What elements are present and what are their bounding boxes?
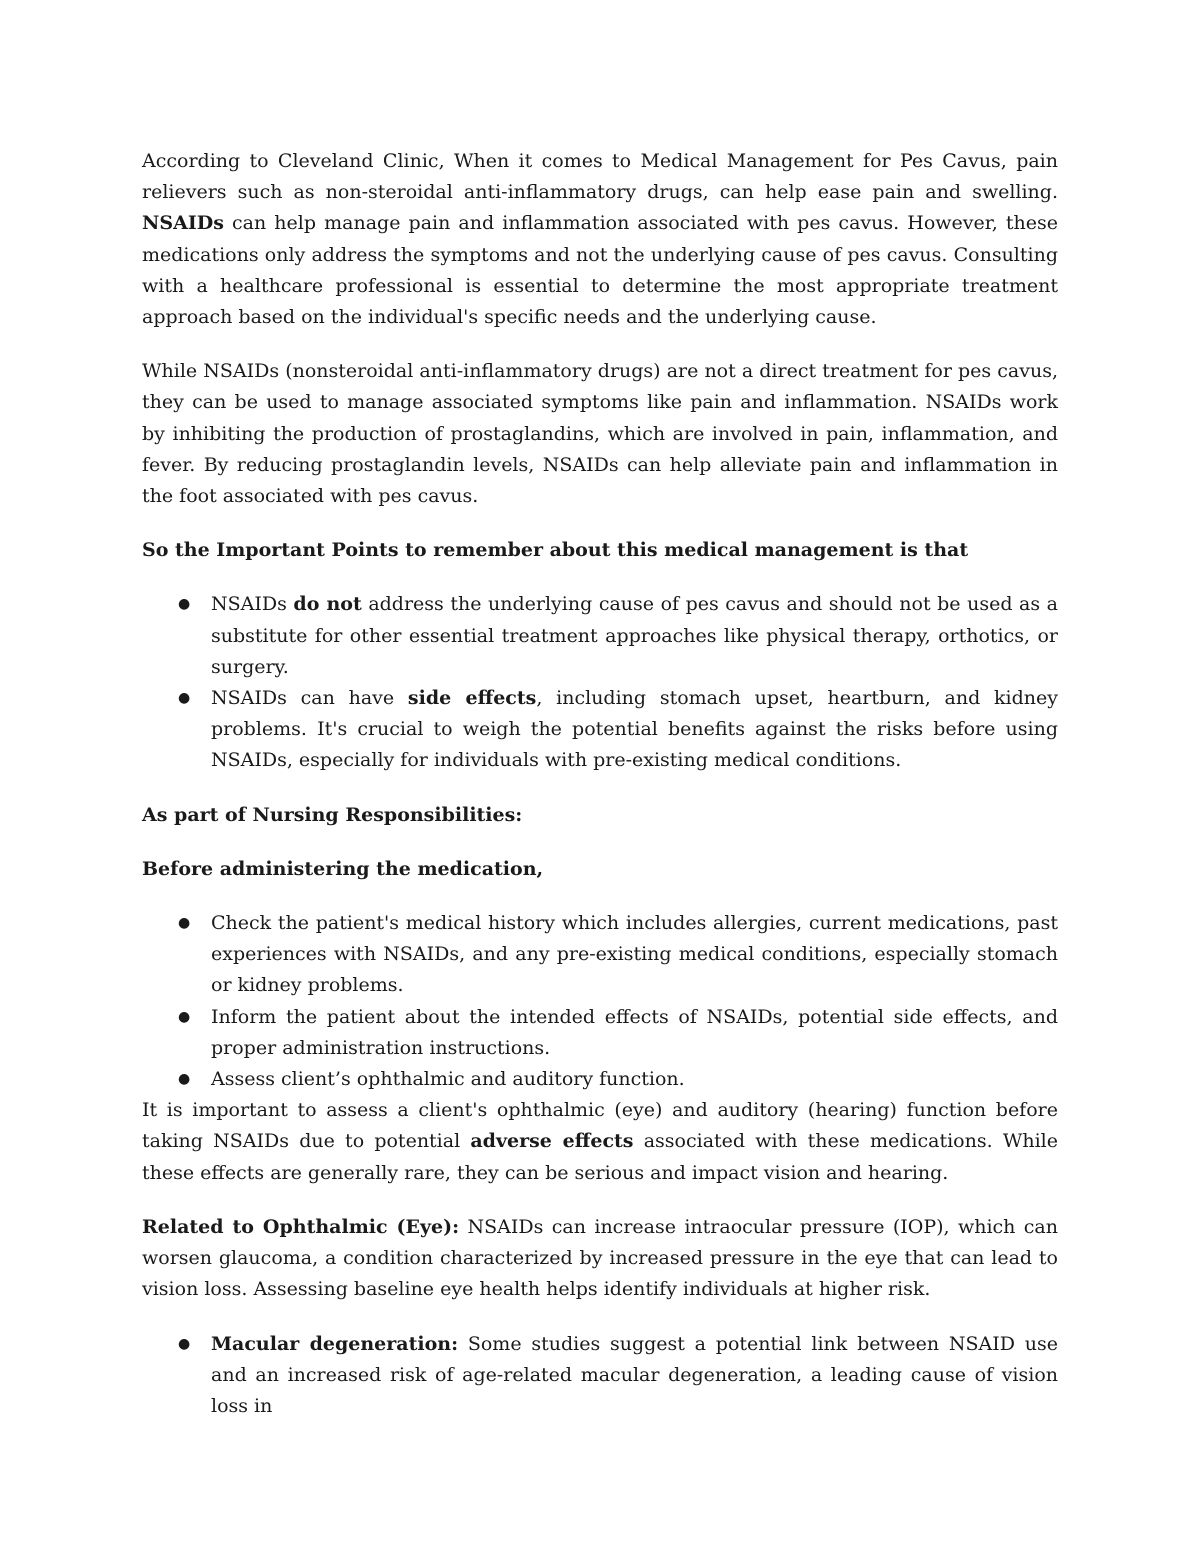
important-points-list [142, 589, 1058, 776]
bullet-icon: ● [178, 1335, 191, 1352]
heading-important-points: So the Important Points to remember about this medical management is that [142, 539, 969, 562]
list-item: ● NSAIDs can have side effects, including stomach upset, heartburn, and kidney problems. It's crucial to weigh the potential benefits against the risks before using NSAIDs, especially for individuals with pre-existing medical conditions. [142, 683, 1058, 777]
paragraph-nsaids-explanation: While NSAIDs (nonsteroidal anti-inflammatory drugs) are not a direct treatment for pes cavus, they can be used to manage associated symptoms like pain and inflammation. NSAIDs work by inhibiting the production of prostaglandins, which are involved in pain, inflammation, and fever. By reducing prostaglandin levels, NSAIDs can help alleviate pain and inflammation in the foot associated with pes cavus. [142, 360, 1058, 508]
before-administering-list [142, 908, 1058, 1095]
list-item: ● NSAIDs do not address the underlying cause of pes cavus and should not be used as a substitute for other essential treatment approaches like physical therapy, orthotics, or surgery. [142, 589, 1058, 683]
paragraph-ophthalmic: Related to Ophthalmic (Eye): NSAIDs can increase intraocular pressure (IOP), which can worsen glaucoma, a condition characterized by increased pressure in the eye that can lead to vision loss. Assessing baseline eye health helps identify individuals at higher risk. [142, 1215, 1058, 1301]
list-item: ● Macular degeneration: Some studies suggest a potential link between NSAID use and an increased risk of age-related macular degeneration, a leading cause of vision loss in [142, 1329, 1058, 1423]
paragraph-assess-function: It is important to assess a client's ophthalmic (eye) and auditory (hearing) function before taking NSAIDs due to potential adverse effects associated with these medications. While these effects are generally rare, they can be serious and impact vision and hearing. [142, 1099, 1059, 1184]
heading-before-administering: Before administering the medication, [142, 857, 544, 880]
list-item: ● Check the patient's medical history which includes allergies, current medications, past experiences with NSAIDs, and any pre-existing medical conditions, especially stomach or kidney problems. [142, 908, 1058, 1002]
bullet-icon: ● [178, 596, 191, 613]
bullet-icon: ● [178, 915, 191, 932]
paragraph-intro-text-1: According to Cleveland Clinic, When it comes to Medical Management for Pes Cavus, pain relievers such as non-steroidal anti-inflammatory drugs, can help ease pain and swelling. [142, 150, 1058, 204]
eye-effects-list [142, 1329, 1058, 1423]
bullet-icon: ● [178, 690, 191, 707]
paragraph-intro-bold: NSAIDs [142, 212, 224, 235]
paragraph-intro-text-2: can help manage pain and inflammation associated with pes cavus. However, these medications only address the symptoms and not the underlying cause of pes cavus. Consulting with a healthcare professional is essential to determine the most appropriate treatment approach based on the individual's specific needs and the underlying cause. [142, 212, 1058, 329]
bullet-icon: ● [178, 1071, 191, 1088]
list-item: ● Inform the patient about the intended effects of NSAIDs, potential side effects, and proper administration instructions. [142, 1002, 1058, 1064]
heading-nursing-responsibilities: As part of Nursing Responsibilities: [142, 803, 523, 826]
list-item: ● Assess client’s ophthalmic and auditory function. [142, 1064, 1058, 1095]
bullet-icon: ● [178, 1008, 191, 1025]
document-page [142, 146, 1058, 1422]
paragraph-intro [142, 146, 1058, 333]
